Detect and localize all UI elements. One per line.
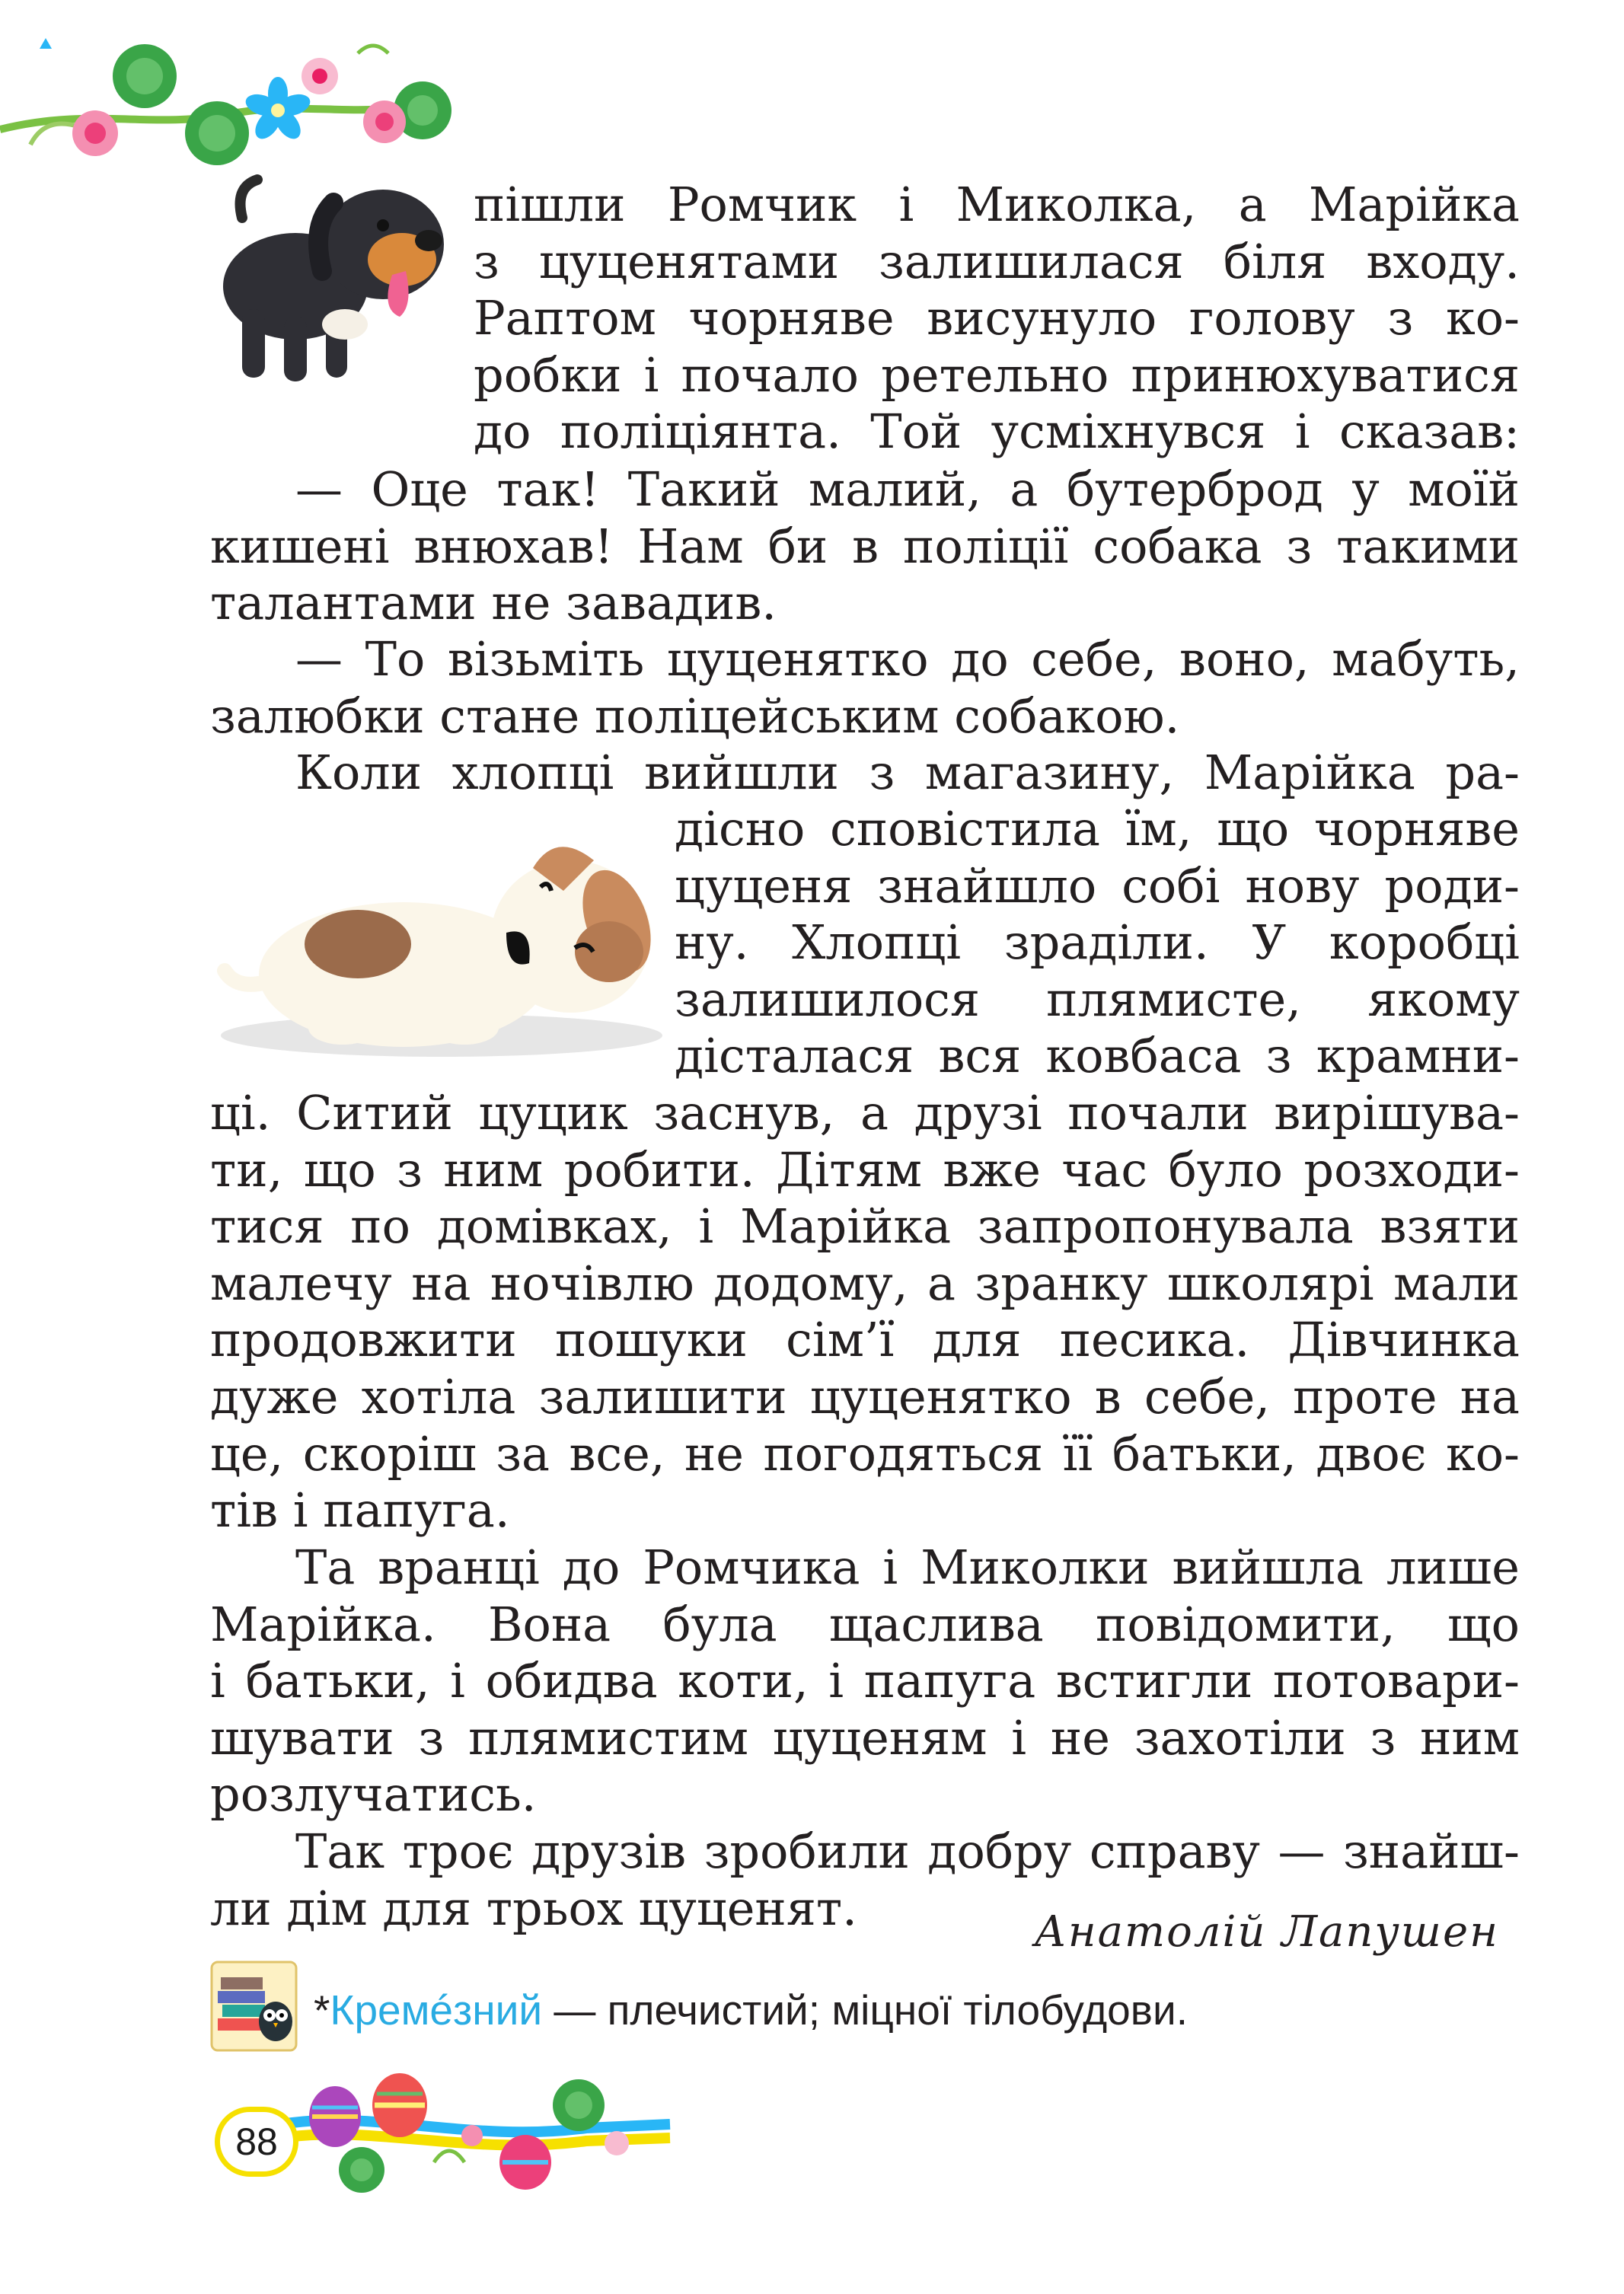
text-line: до поліціянта. Той усміхнувся і сказав: [474, 404, 1520, 460]
text-line: залюбки стане поліцейським собакою. [210, 688, 1180, 744]
text-line: пішли Ромчик і Миколка, а Марійка [474, 177, 1520, 232]
author-name: Анатолій Лапушен [1034, 1907, 1499, 1957]
story-paragraph-4-start [210, 745, 1520, 802]
text-line: малечу на ночівлю додому, а зранку школярі мали [210, 1255, 1520, 1311]
glossary-note [314, 1986, 1188, 2034]
text-line: ли дім для трьох цуценят. [210, 1880, 857, 1936]
spotted-puppy-icon [213, 807, 670, 1066]
story-paragraph-5 [210, 1539, 1520, 1823]
text-line: цуценя знайшло собі нову роди- [675, 857, 1520, 914]
text-line: і батьки, і обидва коти, і папуга встигли потовари- [210, 1653, 1520, 1709]
text-line: це, скоріш за все, не погодяться її батьки, двоє ко- [210, 1425, 1520, 1482]
text-line: Марійка. Вона була щаслива повідомити, що [210, 1596, 1520, 1652]
text-line: — То візьміть цуценятко до себе, воно, мабуть, [295, 631, 1520, 687]
text-line: — Оце так! Такий малий, а бутерброд у моїй [295, 461, 1520, 517]
text-line: талантами не завадив. [210, 575, 777, 631]
text-line: тів і папуга. [210, 1482, 510, 1539]
story-paragraph-3 [210, 631, 1520, 745]
text-line: залишилося плямисте, якому [675, 971, 1520, 1027]
text-line: дісно сповістила їм, що чорняве [675, 801, 1520, 857]
story-paragraph-1 [474, 177, 1520, 461]
text-line: продовжити пошуки сім’ї для песика. Дівчинка [210, 1312, 1520, 1368]
black-puppy-icon [212, 172, 463, 400]
text-line: робки і почало ретельно принюхуватися [474, 346, 1520, 403]
story-paragraph-4-wrap [675, 801, 1520, 1085]
text-line: розлучатись. [210, 1766, 537, 1823]
text-line: Раптом чорняве висунуло голову з ко- [474, 290, 1520, 346]
glossary-asterisk: * [314, 1986, 330, 2034]
text-line: ці. Ситий цуцик заснув, а друзі почали вирішува- [210, 1085, 1520, 1141]
books-owl-icon [210, 1961, 298, 2052]
text-line: тися по домівках, і Марійка запропонувала взяти [210, 1198, 1520, 1255]
text-line: з цуценятами залишилася біля входу. [474, 233, 1520, 289]
page-number: 88 [215, 2107, 298, 2177]
text-line: Коли хлопці вийшли з магазину, Марійка ра- [295, 745, 1520, 800]
text-line: дуже хотіла залишити цуценятко в себе, проте на [210, 1368, 1520, 1425]
text-line: ну. Хлопці зраділи. У коробці [675, 914, 1520, 971]
flower-garland-icon [0, 23, 457, 175]
glossary-definition: — плечистий; міцної тілобудови. [542, 1986, 1188, 2034]
text-line: ти, що з ним робити. Дітям вже час було розходи- [210, 1141, 1520, 1198]
text-line: Та вранці до Ромчика і Миколки вийшла лише [295, 1539, 1520, 1595]
story-paragraph-2 [210, 461, 1520, 632]
text-line: кишені внюхав! Нам би в поліції собака з такими [210, 518, 1520, 574]
glossary-term: Кремéзний [330, 1986, 543, 2034]
story-paragraph-4-end [210, 1085, 1520, 1539]
text-line: шувати з плямистим цуценям і не захотіли з ним [210, 1709, 1520, 1766]
text-line: дісталася вся ковбаса з крамни- [675, 1028, 1520, 1084]
easter-egg-garland-icon [282, 2071, 678, 2193]
text-line: Так троє друзів зробили добру справу — знайш- [295, 1823, 1520, 1879]
